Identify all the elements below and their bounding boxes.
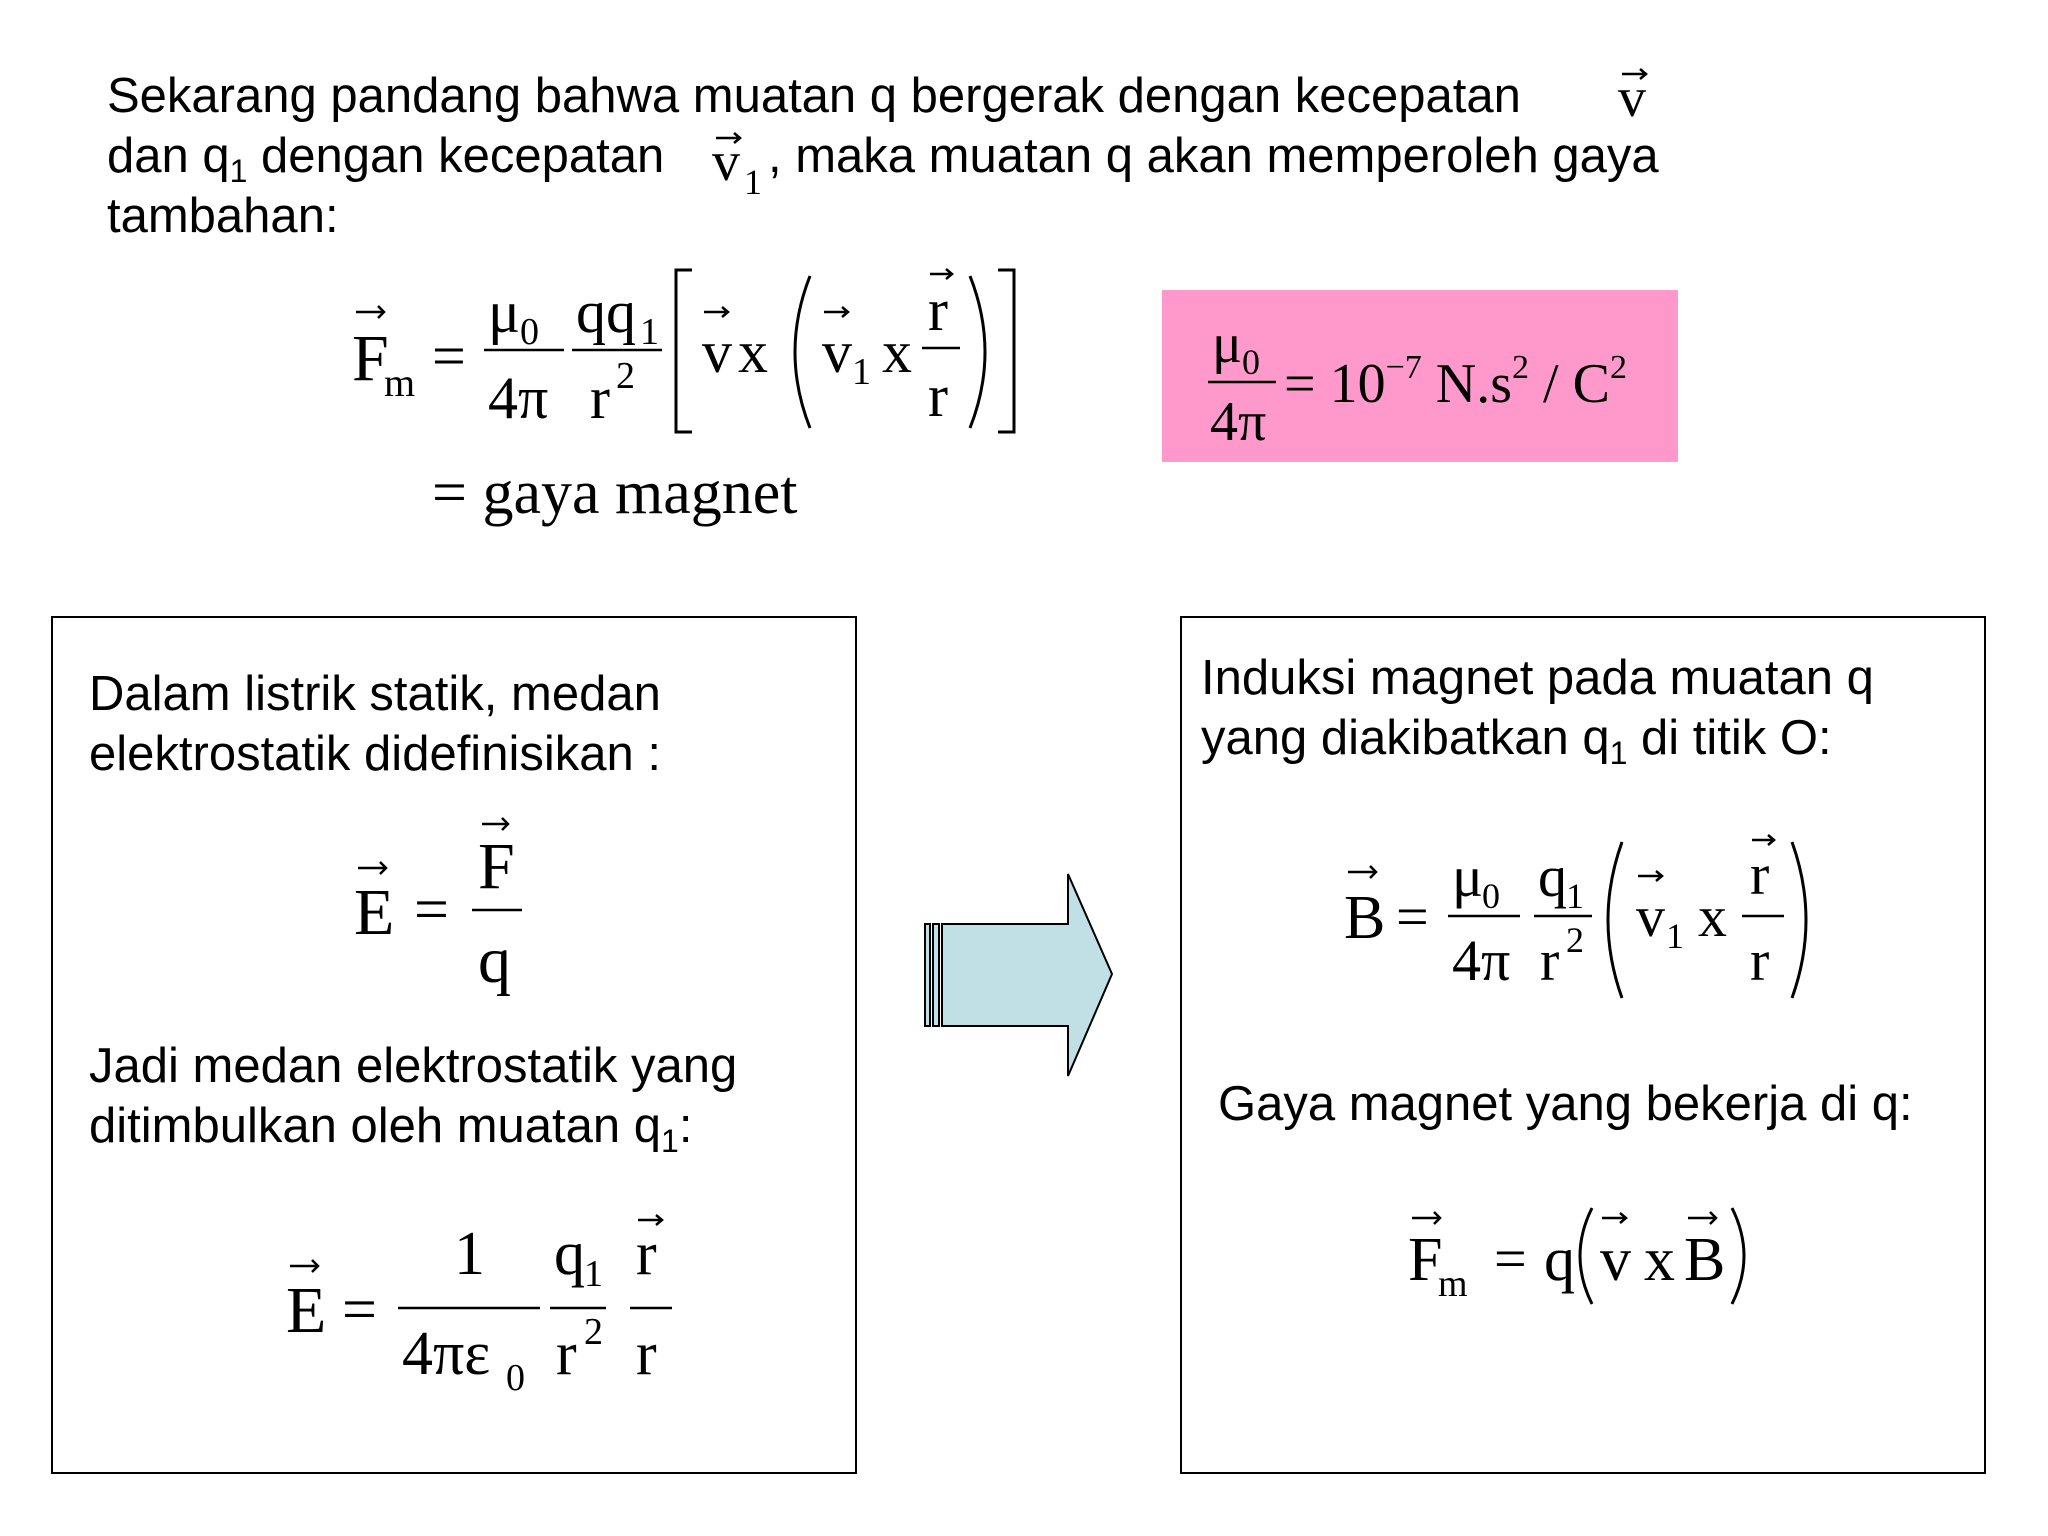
- svg-text:1: 1: [1566, 876, 1584, 916]
- svg-text:4π: 4π: [1452, 928, 1511, 993]
- svg-text:μ: μ: [1452, 844, 1484, 909]
- svg-text:1: 1: [584, 1253, 603, 1295]
- svg-text:x: x: [738, 319, 768, 385]
- svg-text:qq: qq: [576, 279, 636, 345]
- svg-text:q: q: [478, 924, 511, 997]
- svg-text:1: 1: [640, 311, 659, 353]
- svg-text:B: B: [1684, 1226, 1726, 1294]
- svg-text:q: q: [1538, 844, 1567, 909]
- svg-text:4π: 4π: [1210, 391, 1267, 453]
- electric-field-definition-equation: [340, 810, 560, 1010]
- lorentz-force-equation: [1400, 1196, 1780, 1316]
- svg-text:0: 0: [520, 311, 539, 353]
- svg-text:=: =: [432, 323, 466, 389]
- mu0-constant-equation: [1162, 290, 1678, 462]
- svg-text:m: m: [1438, 1263, 1468, 1305]
- magnetic-force-equation: [340, 260, 1040, 450]
- svg-text:r: r: [636, 1220, 657, 1288]
- svg-text:E: E: [286, 1274, 327, 1347]
- svg-text:q: q: [1544, 1226, 1575, 1294]
- svg-text:v: v: [1636, 884, 1665, 949]
- svg-text:m: m: [384, 360, 416, 405]
- svg-text:r: r: [1750, 928, 1770, 993]
- svg-text:r: r: [1750, 842, 1770, 907]
- svg-text:= 10−7 N.s2 / C2: = $10^{-7}$ $N.s^2 / C^2$: [1284, 349, 1627, 415]
- svg-text:F: F: [478, 830, 515, 903]
- magnetic-induction-text: Induksi magnet pada muatan q yang diakibatkan $q_1$ di titik O:: [1201, 651, 1874, 771]
- svg-text:r: r: [636, 1320, 657, 1388]
- svg-text:F: F: [1408, 1226, 1443, 1294]
- svg-text:B: B: [1344, 884, 1386, 952]
- magnetic-force-text: Gaya magnet yang bekerja di q:: [1218, 1077, 1913, 1131]
- svg-text:E: E: [354, 876, 395, 949]
- svg-text:v: v: [1618, 67, 1646, 129]
- svg-text:q: q: [554, 1220, 585, 1288]
- intro-line-1: Sekarang pandang bahwa muatan q bergerak dengan kecepatan: [107, 69, 1521, 123]
- svg-text:μ: μ: [1212, 313, 1243, 375]
- intro-line-2: dan $q_1$ dengan kecepatan: [107, 129, 665, 189]
- svg-text:v: v: [712, 131, 740, 193]
- svg-text:0: 0: [1242, 342, 1260, 382]
- arrow-right-icon: [920, 870, 1120, 1090]
- svg-text:x: x: [1698, 884, 1727, 949]
- svg-text:1: 1: [454, 1220, 485, 1288]
- svg-text:2: 2: [584, 1311, 603, 1353]
- svg-text:=: =: [342, 1276, 377, 1344]
- v1-vector-symbol: [708, 126, 768, 202]
- svg-text:x: x: [882, 319, 912, 385]
- intro-line-2-rest: , maka muatan q akan memperoleh gaya: [768, 129, 1659, 183]
- svg-text:2: 2: [1566, 920, 1584, 960]
- svg-text:r: r: [928, 363, 948, 429]
- svg-text:0: 0: [506, 1357, 525, 1399]
- svg-text:4π: 4π: [488, 365, 549, 431]
- electrostatic-definition-text: Dalam listrik statik, medan elektrostatik didefinisikan :: [89, 667, 661, 781]
- svg-text:F: F: [352, 322, 389, 395]
- svg-text:2: 2: [616, 355, 635, 397]
- svg-text:0: 0: [1482, 876, 1500, 916]
- svg-text:=: =: [1494, 1226, 1527, 1291]
- coulomb-field-equation: [280, 1212, 700, 1412]
- svg-text:x: x: [1644, 1226, 1675, 1294]
- electrostatic-field-text: Jadi medan elektrostatik yang ditimbulkan oleh muatan $q_1$:: [89, 1039, 738, 1159]
- svg-text:v: v: [1600, 1226, 1631, 1294]
- svg-text:r: r: [556, 1320, 577, 1388]
- magnetic-induction-equation: [1340, 828, 1820, 1008]
- svg-text:=: =: [1396, 884, 1429, 949]
- svg-text:1: 1: [1666, 916, 1684, 956]
- svg-text:1: 1: [852, 351, 871, 393]
- intro-line-3: tambahan:: [107, 189, 339, 243]
- magnetic-force-label: = gaya magnet: [432, 459, 798, 527]
- svg-text:r: r: [1540, 928, 1560, 993]
- svg-text:μ: μ: [488, 279, 521, 345]
- svg-text:4πε: 4πε: [402, 1320, 491, 1388]
- v-vector-symbol: [1612, 60, 1662, 130]
- svg-text:v: v: [702, 319, 732, 385]
- svg-text:1: 1: [744, 162, 762, 202]
- svg-text:=: =: [414, 876, 449, 944]
- svg-text:r: r: [590, 365, 610, 431]
- svg-text:r: r: [928, 277, 948, 343]
- svg-text:v: v: [822, 319, 852, 385]
